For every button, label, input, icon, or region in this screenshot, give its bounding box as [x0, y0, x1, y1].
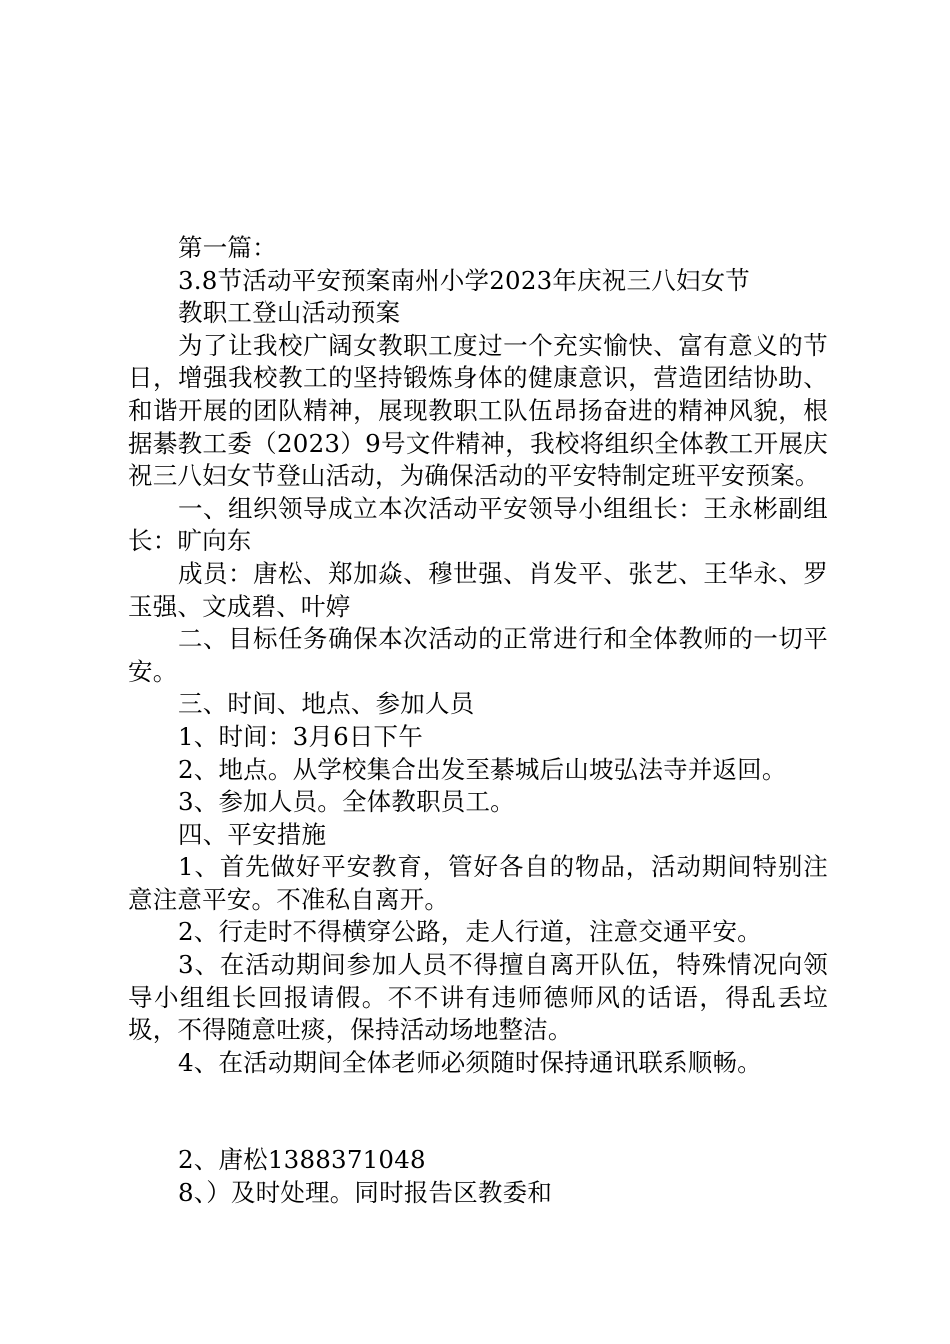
measure-1: 1、首先做好平安教育，管好各自的物品，活动期间特别注意注意平安。不准私自离开。: [128, 852, 828, 914]
blank-gap: [128, 1079, 828, 1144]
measure-2: 2、行走时不得横穿公路，走人行道，注意交通平安。: [178, 917, 762, 947]
measure-3: 3、在活动期间参加人员不得擅自离开队伍，特殊情况向领导小组组长回报请假。不不讲有违师德师风的话语，得乱丢垃圾，不得随意吐痰，保持活动场地整洁。: [128, 950, 828, 1045]
members-paragraph: 成员：唐松、郑加焱、穆世强、肖发平、张艺、王华永、罗玉强、文成碧、叶婷: [128, 558, 828, 621]
section-organization: 一、组织领导成立本次活动平安领导小组组长：王永彬副组长：旷向东: [128, 493, 828, 556]
measure-4: 4、在活动期间全体老师必须随时保持通讯联系顺畅。: [178, 1047, 762, 1077]
intro-paragraph: 为了让我校广阔女教职工度过一个充实愉快、富有意义的节日，增强我校教工的坚持锻炼身体的健康意识，营造团结协助、和谐开展的团队精神，展现教职工队伍昂扬奋进的精神风貌，根据綦教工委（2023）9号文件精神，我校将组织全体教工开展庆祝三八妇女节登山活动，为确保活动的平安特制定班平安预案。: [128, 330, 828, 491]
participants-item: 3、参加人员。全体教职员工。: [178, 787, 515, 817]
section-time-place: 三、时间、地点、参加人员: [178, 689, 475, 719]
time-item: 1、时间：3月6日下午: [178, 721, 423, 751]
document-page: [128, 232, 828, 1210]
title-line-2: 教职工登山活动预案: [178, 298, 401, 328]
section-measures: 四、平安措施: [178, 819, 327, 849]
fragment-line: 8、）及时处理。同时报告区教委和: [178, 1178, 553, 1208]
title-line-1: 3.8节活动平安预案南州小学2023年庆祝三八妇女节: [178, 265, 751, 295]
contact-line: 2、唐松1388371048: [178, 1145, 426, 1175]
section-goal: 二、目标任务确保本次活动的正常进行和全体教师的一切平安。: [128, 624, 828, 686]
heading: 第一篇：: [178, 233, 277, 262]
place-item: 2、地点。从学校集合出发至綦城后山坡弘法寺并返回。: [178, 754, 787, 784]
